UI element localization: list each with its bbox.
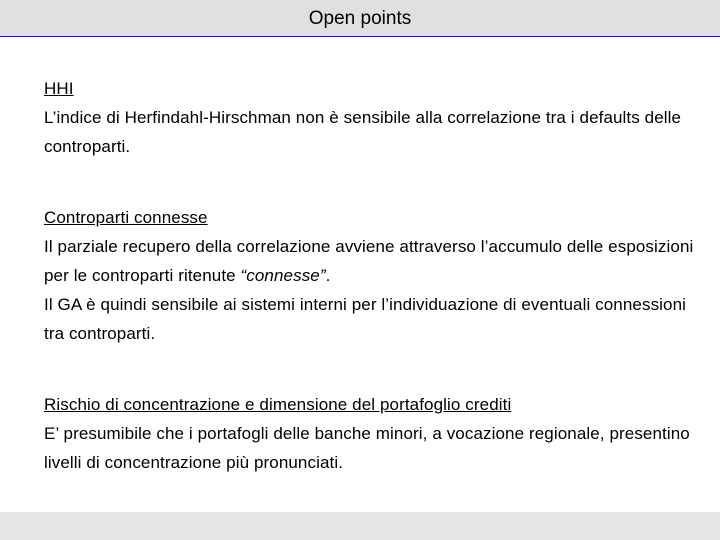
- page-title: Open points: [308, 8, 412, 29]
- section-text-controparti-connesse-1: [44, 232, 704, 290]
- text-run-italic: “connesse”: [240, 266, 326, 285]
- section-controparti-connesse: [44, 203, 704, 348]
- text-run: Il GA è quindi sensibile ai sistemi interni per l’individuazione di eventuali connessioni tra controparti.: [44, 295, 687, 343]
- section-heading-rischio-concentrazione: Rischio di concentrazione e dimensione del portafoglio crediti: [44, 395, 512, 414]
- section-rischio-concentrazione: [44, 390, 704, 477]
- text-run: Il parziale recupero della correlazione avviene attraverso l’accumulo delle esposizioni per le controparti ritenute: [44, 237, 694, 285]
- section-heading-controparti-connesse: Controparti connesse: [44, 208, 208, 227]
- section-text-rischio-concentrazione: [44, 419, 704, 477]
- footer-band: [0, 512, 720, 540]
- section-text-hhi: [44, 103, 704, 161]
- content-area: [44, 74, 704, 477]
- section-text-controparti-connesse-2: [44, 290, 704, 348]
- text-run: E’ presumibile che i portafogli delle banche minori, a vocazione regionale, presentino livelli di concentrazione più pronunciati.: [44, 424, 690, 472]
- text-run: L’indice di Herfindahl-Hirschman non è sensibile alla correlazione tra i defaults delle controparti.: [44, 108, 682, 156]
- section-hhi: [44, 74, 704, 161]
- section-heading-hhi: HHI: [44, 79, 74, 98]
- text-run: .: [325, 266, 331, 285]
- title-bar: [0, 0, 720, 37]
